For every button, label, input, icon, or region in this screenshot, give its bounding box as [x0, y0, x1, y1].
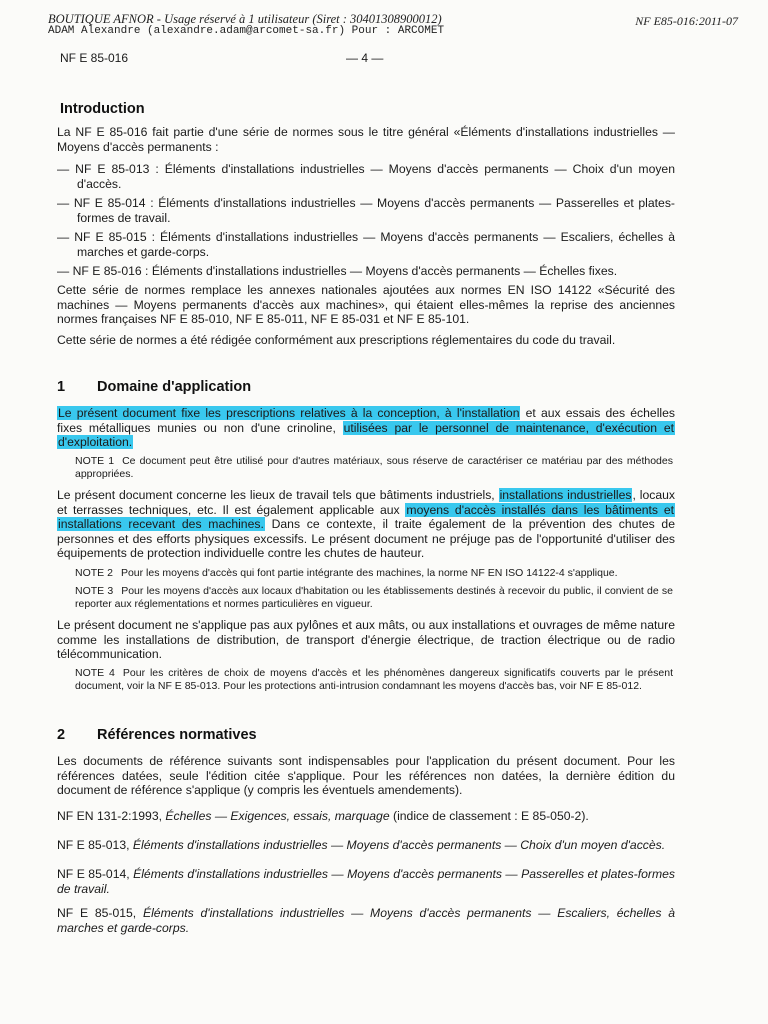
note-text: Pour les critères de choix de moyens d'accès et les phénomènes dangereux significatifs couverts par le présent document, voir la NF E 85-013. Pour les protections anti-intrusion condamnant les moyens d'accès bas, voir NF E 85-012. [75, 667, 673, 692]
text-run: Le présent document concerne les lieux de travail tels que bâtiments industriels, [57, 488, 499, 502]
section-title: Références normatives [97, 727, 257, 743]
scope-paragraph-3: Le présent document ne s'applique pas aux pylônes et aux mâts, ou aux installations et ouvrages de même nature comme les installations de distribution, de transport d'énergie électrique, de traction électrique ou de radio télécommunication. [57, 618, 675, 661]
note-1 [75, 455, 673, 481]
reference-title: Éléments d'installations industrielles — Moyens d'accès permanents — Choix d'un moyen d'accès. [132, 838, 666, 852]
note-label: NOTE 3 [75, 585, 114, 597]
text-run: et aux essais des échelles fixes métalliques munies ou non d'une crinoline, [57, 406, 675, 435]
reference-code: NF E 85-015, [57, 906, 143, 920]
reference-title: Éléments d'installations industrielles — Moyens d'accès permanents — Escaliers, échelles à marches et garde-corps. [57, 906, 675, 935]
note-label: NOTE 2 [75, 567, 113, 579]
section-title: Domaine d'application [97, 379, 252, 395]
note-label: NOTE 1 [75, 455, 115, 467]
user-license-line: ADAM Alexandre (alexandre.adam@arcomet-sa.fr) Pour : ARCOMET [48, 25, 445, 37]
reference-code: NF E 85-014, [57, 867, 134, 881]
section-1-heading [57, 379, 251, 395]
reference-title: Éléments d'installations industrielles — Moyens d'accès permanents — Passerelles et plates-formes de travail. [57, 867, 675, 896]
reference-suffix: (indice de classement : E 85-050-2). [389, 809, 589, 823]
note-2 [75, 567, 673, 580]
intro-list-item: — NF E 85-013 : Éléments d'installations industrielles — Moyens d'accès permanents — Choix d'un moyen d'accès. [57, 162, 675, 191]
text-run: Dans ce contexte, il traite également de la prévention des chutes de personnes et des efforts physiques excessifs. Le présent document ne préjuge pas de l'opportunité d'utiliser des équipements de protection individuelle contre les chutes de hauteur. [57, 517, 675, 560]
reference-item [57, 867, 675, 896]
reference-code: NF EN 131-2:1993, [57, 809, 166, 823]
intro-paragraph-1: La NF E 85-016 fait partie d'une série de normes sous le titre général «Éléments d'installations industrielles — Moyens d'accès permanents : [57, 125, 675, 154]
reference-item [57, 809, 675, 824]
scope-paragraph-1 [57, 406, 675, 450]
references-intro-paragraph: Les documents de référence suivants sont indispensables pour l'application du présent document. Pour les références datées, seule l'édition citée s'applique. Pour les références non datées, la dernière édition du document de référence s'applique (y compris les éventuels amendements). [57, 754, 675, 797]
note-4 [75, 667, 673, 693]
note-text: Ce document peut être utilisé pour d'autres matériaux, sous réserve de caractériser ce matériau par des méthodes appropriées. [75, 455, 673, 480]
reference-item [57, 906, 675, 935]
highlighted-text: installations industrielles [499, 488, 632, 502]
scope-paragraph-2 [57, 488, 675, 561]
note-text: Pour les moyens d'accès aux locaux d'habitation ou les établissements destinés à recevoir du public, il convient de se reporter aux réglementations et normes particulières en vigueur. [75, 585, 673, 610]
reference-code: NF E 85-013, [57, 838, 133, 852]
intro-list-item: — NF E 85-016 : Éléments d'installations industrielles — Moyens d'accès permanents — Échelles fixes. [57, 264, 618, 278]
intro-paragraph-2: Cette série de normes remplace les annexes nationales ajoutées aux normes EN ISO 14122 «Sécurité des machines — Moyens permanents d'accès aux machines», qui étaient elles-mêmes la reprise des anciennes normes françaises NF E 85-010, NF E 85-011, NF E 85-031 et NF E 85-101. [57, 283, 675, 326]
intro-paragraph-3: Cette série de normes a été rédigée conformément aux prescriptions réglementaires du code du travail. [57, 333, 616, 347]
boutique-header: BOUTIQUE AFNOR - Usage réservé à 1 utilisateur (Siret : 30401308900012) [48, 12, 442, 26]
note-label: NOTE 4 [75, 667, 115, 679]
page-number: — 4 — [346, 51, 384, 65]
document-reference: NF E85-016:2011-07 [635, 14, 738, 28]
reference-title: Échelles — Exigences, essais, marquage [165, 809, 390, 823]
note-text: Pour les moyens d'accès qui font partie intégrante des machines, la norme NF EN ISO 14122-4 s'applique. [120, 567, 618, 579]
intro-list-item: — NF E 85-014 : Éléments d'installations industrielles — Moyens d'accès permanents — Passerelles et plates-formes de travail. [57, 196, 675, 225]
document-code: NF E 85-016 [60, 51, 129, 65]
note-3 [75, 585, 673, 611]
introduction-heading: Introduction [60, 101, 145, 117]
section-2-heading [57, 727, 257, 743]
highlighted-text: Le présent document fixe les prescriptions relatives à la conception, à l'installation [58, 406, 520, 420]
text-run: , locaux et terrasses techniques, etc. Il est également applicable aux [57, 488, 675, 517]
section-number: 1 [57, 379, 66, 395]
highlighted-text: utilisées par le personnel de maintenance, d'exécution et d'exploitation. [58, 420, 674, 449]
reference-item [57, 838, 675, 853]
section-number: 2 [57, 727, 66, 743]
highlighted-text: moyens d'accès installés dans les bâtiments et installations recevant des machines. [58, 502, 674, 531]
intro-list-item: — NF E 85-015 : Éléments d'installations industrielles — Moyens d'accès permanents — Escaliers, échelles à marches et garde-corps. [57, 230, 675, 259]
